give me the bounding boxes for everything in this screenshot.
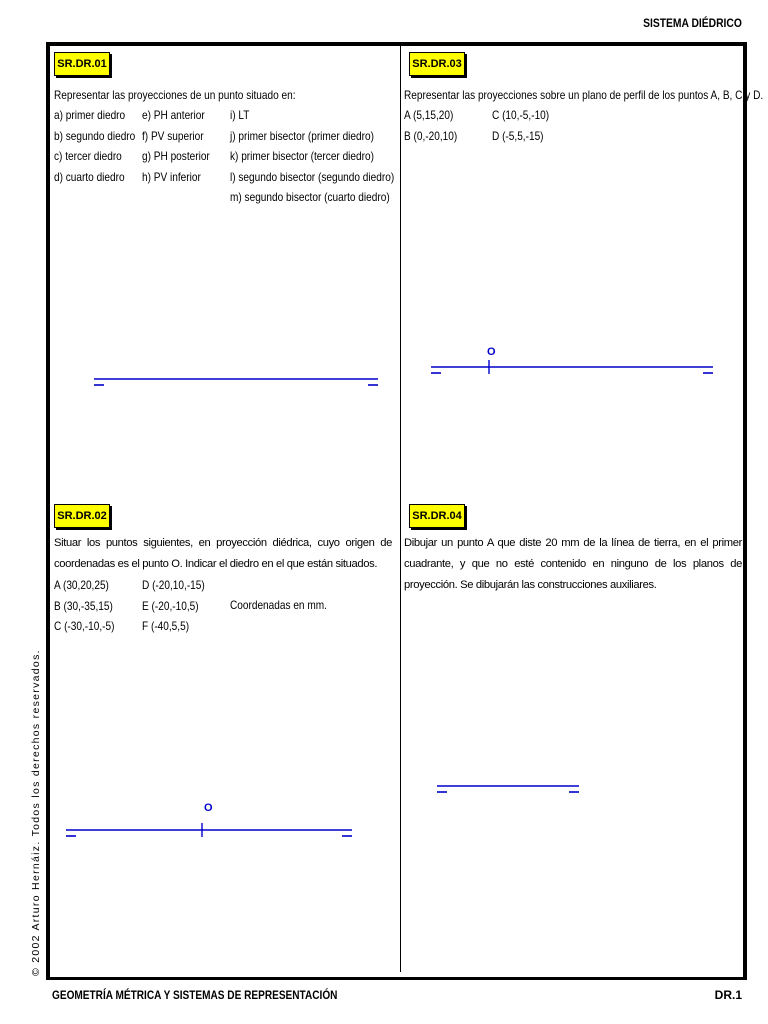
option-item: d) cuarto diedro bbox=[54, 169, 125, 184]
option-item: h) PV inferior bbox=[142, 169, 201, 184]
points-column-1 bbox=[404, 105, 457, 146]
origin-label: O bbox=[487, 346, 496, 358]
exercise-code-badge: SR.DR.01 bbox=[54, 52, 110, 76]
option-item: c) tercer diedro bbox=[54, 149, 122, 163]
point-coordinate: A (30,20,25) bbox=[54, 578, 109, 592]
ground-line bbox=[50, 808, 400, 848]
point-coordinate: C (-30,-10,-5) bbox=[54, 619, 115, 633]
sheet-frame bbox=[46, 42, 764, 980]
copyright-notice: © 2002 Arturo Hernáiz. Todos los derechos reservados. bbox=[30, 649, 42, 976]
option-item: k) primer bisector (tercer diedro) bbox=[230, 149, 374, 163]
point-coordinate: C (10,-5,-10) bbox=[492, 108, 550, 122]
option-item: m) segundo bisector (cuarto diedro) bbox=[230, 190, 390, 204]
point-coordinate: F (-40,5,5) bbox=[142, 619, 190, 633]
point-coordinate: B (0,-20,10) bbox=[404, 128, 458, 143]
exercise-dr04 bbox=[401, 498, 747, 972]
option-item: e) PH anterior bbox=[142, 108, 205, 122]
exercise-dr02 bbox=[50, 498, 400, 972]
exercise-statement: Situar los puntos siguientes, en proyección diédrica, cuyo origen de coordenadas es el punto O. Indicar el diedro en el que están situados. bbox=[54, 537, 392, 570]
page-header-title: SISTEMA DIÉDRICO bbox=[643, 16, 742, 30]
units-note: Coordenadas en mm. bbox=[230, 598, 327, 612]
exercise-statement: Representar las proyecciones de un punto situado en: bbox=[54, 88, 296, 102]
footer-sheet-number: DR.1 bbox=[714, 988, 742, 1002]
option-item: a) primer diedro bbox=[54, 108, 126, 122]
point-coordinate: D (-20,10,-15) bbox=[142, 578, 205, 592]
ground-line bbox=[50, 366, 400, 396]
exercise-statement: Dibujar un punto A que diste 20 mm de la línea de tierra, en el primer cuadrante, y que no esté contenido en ninguno de los planos de proyección. Se dibujarán las construcciones auxiliares. bbox=[404, 537, 742, 591]
options-column-2 bbox=[142, 105, 210, 187]
exercise-statement: Representar las proyecciones sobre un plano de perfil de los puntos A, B, C y D. bbox=[404, 88, 764, 102]
point-coordinate: D (-5,5,-15) bbox=[492, 128, 544, 143]
point-coordinate: E (-20,-10,5) bbox=[142, 598, 199, 613]
ground-line bbox=[401, 341, 747, 381]
point-coordinate: A (5,15,20) bbox=[404, 108, 454, 122]
exercise-code-badge: SR.DR.04 bbox=[409, 504, 465, 528]
option-item: i) LT bbox=[230, 108, 250, 122]
exercise-code-badge: SR.DR.02 bbox=[54, 504, 110, 528]
point-coordinate: B (30,-35,15) bbox=[54, 598, 113, 613]
exercise-code-badge: SR.DR.03 bbox=[409, 52, 465, 76]
option-item: j) primer bisector (primer diedro) bbox=[230, 128, 374, 143]
origin-label: O bbox=[204, 802, 213, 814]
points-column-2 bbox=[492, 105, 549, 146]
options-column-1 bbox=[54, 105, 135, 187]
options-column-3 bbox=[230, 105, 394, 208]
exercise-dr03 bbox=[401, 46, 764, 496]
option-item: f) PV superior bbox=[142, 128, 204, 143]
ground-line bbox=[401, 778, 747, 808]
points-column-1 bbox=[54, 575, 115, 637]
points-column-2 bbox=[142, 575, 205, 637]
footer-course-title: GEOMETRÍA MÉTRICA Y SISTEMAS DE REPRESENTACIÓN bbox=[52, 988, 338, 1002]
option-item: l) segundo bisector (segundo diedro) bbox=[230, 169, 395, 184]
exercise-dr01 bbox=[50, 46, 400, 496]
option-item: b) segundo diedro bbox=[54, 128, 136, 143]
option-item: g) PH posterior bbox=[142, 149, 210, 163]
